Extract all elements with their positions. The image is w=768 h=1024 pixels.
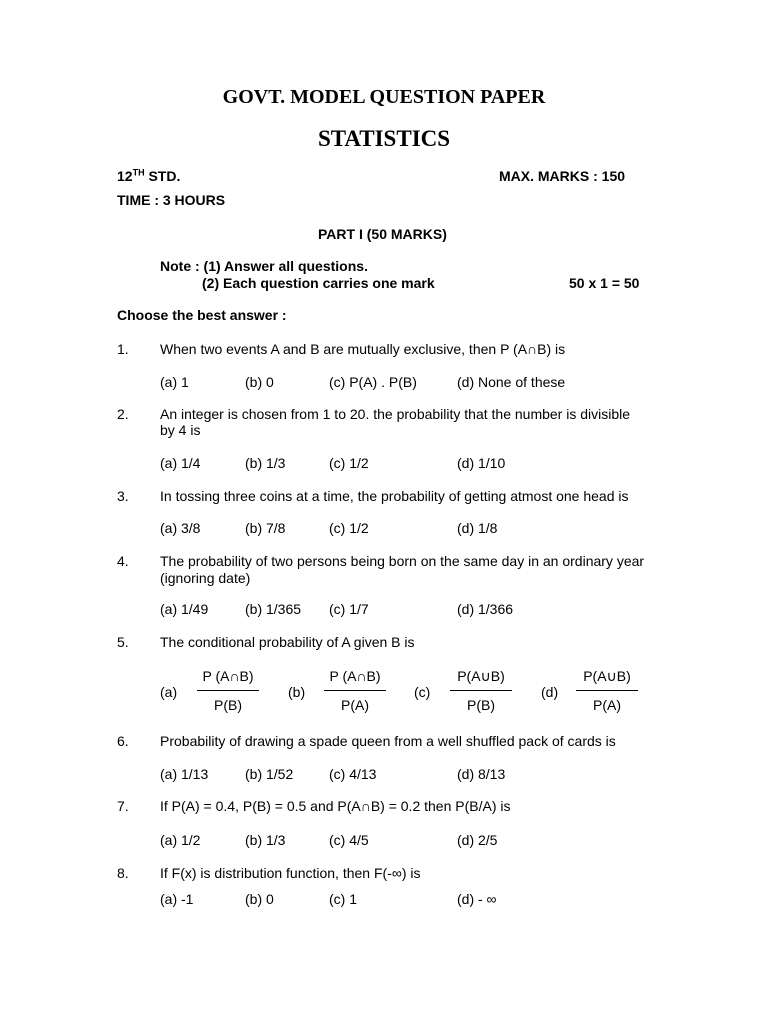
subject-title: STATISTICS [317, 126, 451, 151]
fraction-bar [450, 690, 512, 691]
option-a: (a) 3/8 [160, 520, 201, 536]
fraction-numerator: P(A∪B) [583, 668, 631, 684]
option-b: (b) 1/52 [245, 766, 294, 782]
std-label: 12TH STD. [117, 167, 181, 184]
question-number: 1. [117, 341, 129, 357]
option-c-fraction [450, 668, 512, 714]
option-d: (d) 1/366 [457, 601, 514, 617]
max-marks: MAX. MARKS : 150 [499, 168, 626, 184]
option-b: (b) 1/365 [245, 601, 302, 617]
question-text: The conditional probability of A given B is [160, 634, 415, 650]
instruction: Choose the best answer : [117, 307, 287, 323]
question-text: In tossing three coins at a time, the probability of getting atmost one head is [160, 488, 629, 504]
note-marks: 50 x 1 = 50 [569, 275, 640, 291]
question-number: 3. [117, 488, 129, 504]
option-a: (a) 1/13 [160, 766, 209, 782]
question-number: 2. [117, 406, 129, 422]
option-b-fraction [324, 668, 386, 714]
fraction-denominator: P(A) [341, 697, 369, 713]
option-b: (b) 0 [245, 374, 274, 390]
option-d: (d) None of these [457, 374, 566, 390]
question-text: The probability of two persons being born on the same day in an ordinary year [160, 553, 645, 569]
question-text: When two events A and B are mutually exclusive, then P (A∩B) is [160, 341, 566, 357]
option-a-fraction [197, 668, 259, 714]
question-number: 8. [117, 865, 129, 881]
question-text: If F(x) is distribution function, then F(-∞) is [160, 865, 421, 881]
question-text-cont: by 4 is [160, 422, 201, 438]
fraction-numerator: P (A∩B) [329, 668, 381, 684]
option-d: (d) 2/5 [457, 832, 498, 848]
option-b: (b) 1/3 [245, 455, 286, 471]
question-text: An integer is chosen from 1 to 20. the probability that the number is divisible [160, 406, 631, 422]
option-b-label: (b) [288, 684, 306, 700]
question-text: Probability of drawing a spade queen from a well shuffled pack of cards is [160, 733, 616, 749]
option-b: (b) 1/3 [245, 832, 286, 848]
option-a: (a) 1 [160, 374, 189, 390]
option-d: (d) 1/10 [457, 455, 506, 471]
option-c: (c) 1/7 [329, 601, 369, 617]
option-a: (a) 1/49 [160, 601, 209, 617]
option-d: (d) - ∞ [457, 891, 497, 907]
question-text-cont: (ignoring date) [160, 570, 251, 586]
option-d-label: (d) [541, 684, 559, 700]
fraction-denominator: P(A) [593, 697, 621, 713]
option-d: (d) 8/13 [457, 766, 506, 782]
fraction-numerator: P (A∩B) [202, 668, 254, 684]
fraction-bar [324, 690, 386, 691]
option-c: (c) 1/2 [329, 455, 369, 471]
option-d: (d) 1/8 [457, 520, 498, 536]
option-b: (b) 0 [245, 891, 274, 907]
fraction-numerator: P(A∪B) [457, 668, 505, 684]
question-number: 6. [117, 733, 129, 749]
option-a-label: (a) [160, 684, 178, 700]
option-a: (a) 1/4 [160, 455, 201, 471]
option-d-fraction [576, 668, 638, 714]
option-c: (c) P(A) . P(B) [329, 374, 417, 390]
fraction-bar [197, 690, 259, 691]
note-line-2: (2) Each question carries one mark [202, 275, 435, 291]
option-c: (c) 4/13 [329, 766, 377, 782]
option-c: (c) 1 [329, 891, 357, 907]
option-c-label: (c) [414, 684, 431, 700]
option-c: (c) 4/5 [329, 832, 369, 848]
fraction-denominator: P(B) [214, 697, 242, 713]
question-number: 5. [117, 634, 129, 650]
option-a: (a) 1/2 [160, 832, 201, 848]
part-heading: PART I (50 MARKS) [318, 226, 447, 242]
paper-title: GOVT. MODEL QUESTION PAPER [222, 86, 546, 108]
option-a: (a) -1 [160, 891, 194, 907]
question-number: 4. [117, 553, 129, 569]
note-line-1: Note : (1) Answer all questions. [160, 258, 368, 274]
fraction-bar [576, 690, 638, 691]
question-text: If P(A) = 0.4, P(B) = 0.5 and P(A∩B) = 0.2 then P(B/A) is [160, 798, 511, 814]
option-c: (c) 1/2 [329, 520, 369, 536]
time-label: TIME : 3 HOURS [117, 192, 226, 208]
option-b: (b) 7/8 [245, 520, 286, 536]
fraction-denominator: P(B) [467, 697, 495, 713]
question-number: 7. [117, 798, 129, 814]
